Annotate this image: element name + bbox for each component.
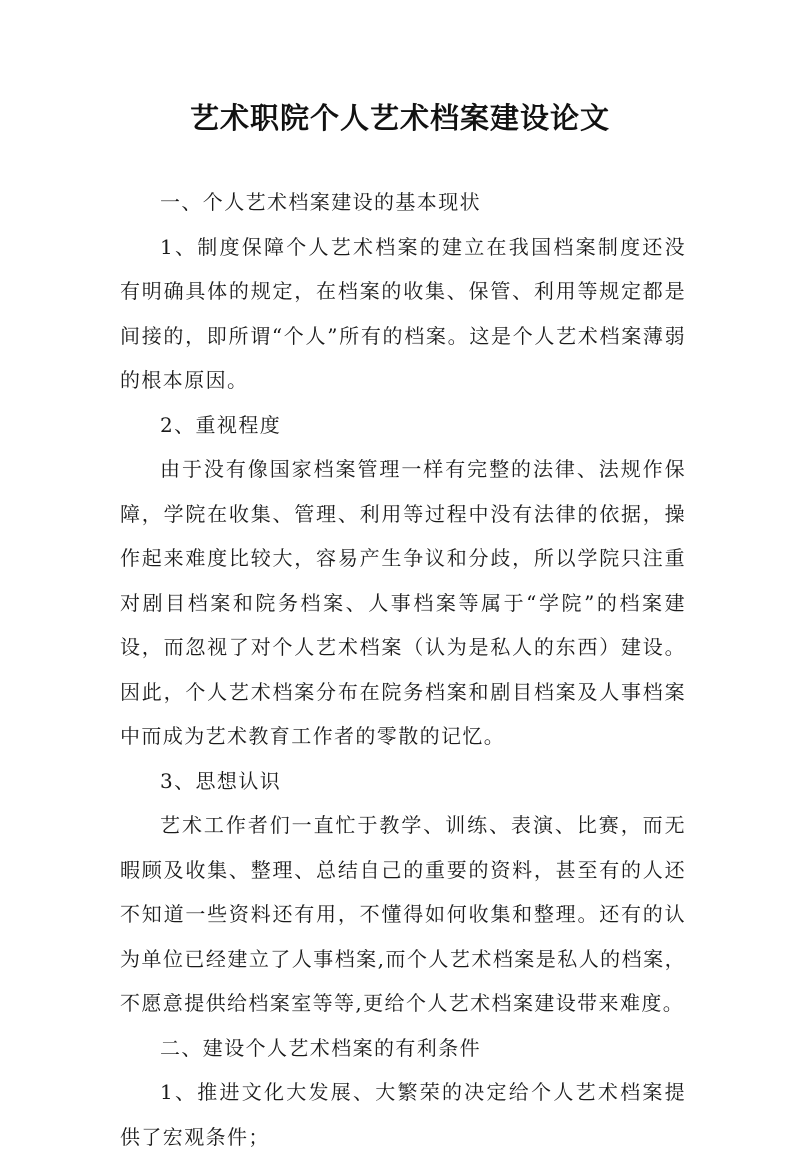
paragraph-system-guarantee: 1、制度保障个人艺术档案的建立在我国档案制度还没有明确具体的规定，在档案的收集、保管、利用等规定都是间接的，即所谓“个人”所有的档案。这是个人艺术档案薄弱的根本原因。 xyxy=(120,234,686,392)
section-heading-2: 二、建设个人艺术档案的有利条件 xyxy=(160,1035,481,1060)
subheading-awareness: 3、思想认识 xyxy=(160,768,282,793)
document-title: 艺术职院个人艺术档案建设论文 xyxy=(189,101,610,135)
document-body xyxy=(120,180,686,1159)
section-heading-1: 一、个人艺术档案建设的基本现状 xyxy=(160,190,481,214)
paragraph-awareness: 艺术工作者们一直忙于教学、训练、表演、比赛，而无暇顾及收集、整理、总结自己的重要的资料，甚至有的人还不知道一些资料还有用，不懂得如何收集和整理。还有的认为单位已经建立了人事档案,而个人艺术档案是私人的档案，不愿意提供给档案室等等,更给个人艺术档案建设带来难度。 xyxy=(120,813,686,1015)
subheading-attention: 2、重视程度 xyxy=(160,412,282,437)
paragraph-cultural-development: 1、推进文化大发展、大繁荣的决定给个人艺术档案提供了宏观条件； xyxy=(120,1080,686,1149)
paragraph-attention: 由于没有像国家档案管理一样有完整的法律、法规作保障，学院在收集、管理、利用等过程中没有法律的依据，操作起来难度比较大，容易产生争议和分歧，所以学院只注重对剧目档案和院务档案、人事档案等属于“学院”的档案建设，而忽视了对个人艺术档案（认为是私人的东西）建设。因此，个人艺术档案分布在院务档案和剧目档案及人事档案中而成为艺术教育工作者的零散的记忆。 xyxy=(120,457,686,748)
